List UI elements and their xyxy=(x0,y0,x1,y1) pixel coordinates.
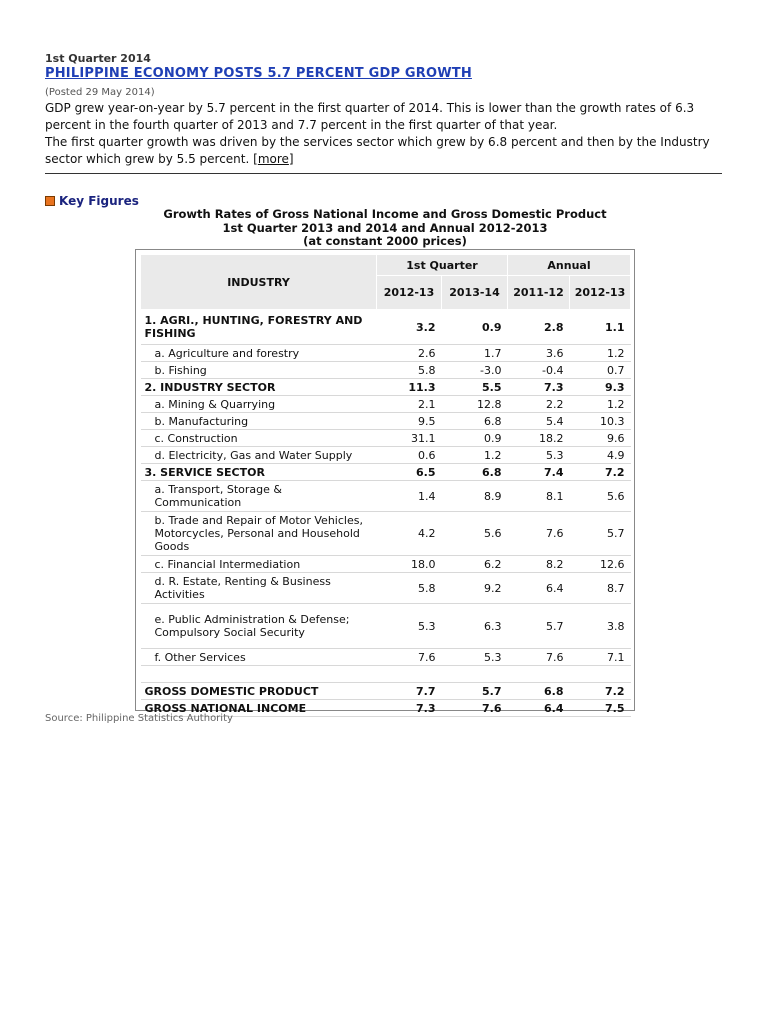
value-cell-v2: -3.0 xyxy=(442,362,508,379)
growth-rates-table xyxy=(140,254,631,717)
industry-label: GROSS DOMESTIC PRODUCT xyxy=(141,683,377,700)
table-row xyxy=(141,649,631,666)
industry-label: b. Trade and Repair of Motor Vehicles, Motorcycles, Personal and Household Goods xyxy=(141,512,377,556)
value-cell-v4: 4.9 xyxy=(570,447,631,464)
value-cell-v2: 6.3 xyxy=(442,604,508,649)
value-cell-v4: 8.7 xyxy=(570,573,631,604)
value-cell-v1: 6.5 xyxy=(377,464,442,481)
table-row xyxy=(141,379,631,396)
value-cell-v1: 5.8 xyxy=(377,573,442,604)
industry-label: GROSS NATIONAL INCOME xyxy=(141,700,377,717)
industry-label: b. Manufacturing xyxy=(141,413,377,430)
value-cell-v2: 0.9 xyxy=(442,310,508,345)
industry-label: a. Transport, Storage & Communication xyxy=(141,481,377,512)
value-cell-v4: 9.3 xyxy=(570,379,631,396)
value-cell-v4: 12.6 xyxy=(570,556,631,573)
value-cell-v4: 9.6 xyxy=(570,430,631,447)
value-cell-v4: 7.5 xyxy=(570,700,631,717)
value-cell-v2: 9.2 xyxy=(442,573,508,604)
table-row xyxy=(141,683,631,700)
value-cell-v1: 0.6 xyxy=(377,447,442,464)
table-title-line-3: (at constant 2000 prices) xyxy=(303,234,467,248)
table-row xyxy=(141,481,631,512)
value-cell-v3: 5.7 xyxy=(508,604,570,649)
value-cell-v2: 5.7 xyxy=(442,683,508,700)
value-cell-v2: 6.2 xyxy=(442,556,508,573)
value-cell-v4: 7.2 xyxy=(570,683,631,700)
more-link[interactable]: more xyxy=(257,152,289,166)
value-cell-v2: 7.6 xyxy=(442,700,508,717)
paragraph-2-text: The first quarter growth was driven by the services sector which grew by 6.8 percent and then by the Industry sector which grew by 5.5 percent. [ xyxy=(45,135,710,166)
value-cell-v4: 7.1 xyxy=(570,649,631,666)
table-row xyxy=(141,556,631,573)
table-spacer-row xyxy=(141,666,631,683)
value-cell-v4: 1.2 xyxy=(570,396,631,413)
industry-label: a. Mining & Quarrying xyxy=(141,396,377,413)
value-cell-v3: 7.3 xyxy=(508,379,570,396)
square-bullet-icon xyxy=(45,196,55,206)
paragraph-2-end: ] xyxy=(288,152,294,166)
value-cell-v2: 6.8 xyxy=(442,413,508,430)
value-cell-v3: -0.4 xyxy=(508,362,570,379)
growth-rates-table-container xyxy=(135,249,635,715)
value-cell-v3: 6.8 xyxy=(508,683,570,700)
industry-label: 2. INDUSTRY SECTOR xyxy=(141,379,377,396)
spacer-cell xyxy=(141,666,631,683)
value-cell-v1: 3.2 xyxy=(377,310,442,345)
value-cell-v1: 11.3 xyxy=(377,379,442,396)
industry-label: e. Public Administration & Defense; Compulsory Social Security xyxy=(141,604,377,649)
col-header-q-2013-14: 2013-14 xyxy=(442,276,508,310)
value-cell-v2: 8.9 xyxy=(442,481,508,512)
table-row xyxy=(141,464,631,481)
value-cell-v4: 1.1 xyxy=(570,310,631,345)
col-header-a-2011-12: 2011-12 xyxy=(508,276,570,310)
industry-label: d. R. Estate, Renting & Business Activities xyxy=(141,573,377,604)
value-cell-v4: 5.6 xyxy=(570,481,631,512)
value-cell-v1: 1.4 xyxy=(377,481,442,512)
col-header-a-2012-13: 2012-13 xyxy=(570,276,631,310)
value-cell-v4: 5.7 xyxy=(570,512,631,556)
article-paragraph-2 xyxy=(45,134,735,168)
industry-label: c. Financial Intermediation xyxy=(141,556,377,573)
value-cell-v2: 6.8 xyxy=(442,464,508,481)
value-cell-v3: 5.4 xyxy=(508,413,570,430)
value-cell-v2: 12.8 xyxy=(442,396,508,413)
industry-label: 1. AGRI., HUNTING, FORESTRY AND FISHING xyxy=(141,310,377,345)
table-row xyxy=(141,396,631,413)
industry-label: b. Fishing xyxy=(141,362,377,379)
value-cell-v1: 5.8 xyxy=(377,362,442,379)
first-quarter-header: 1st Quarter xyxy=(377,255,508,276)
value-cell-v4: 0.7 xyxy=(570,362,631,379)
value-cell-v1: 2.1 xyxy=(377,396,442,413)
table-body xyxy=(141,310,631,717)
industry-label: c. Construction xyxy=(141,430,377,447)
table-row xyxy=(141,413,631,430)
article-body xyxy=(45,100,735,168)
value-cell-v3: 18.2 xyxy=(508,430,570,447)
value-cell-v4: 1.2 xyxy=(570,345,631,362)
table-row xyxy=(141,512,631,556)
value-cell-v1: 9.5 xyxy=(377,413,442,430)
value-cell-v3: 2.8 xyxy=(508,310,570,345)
value-cell-v3: 7.6 xyxy=(508,649,570,666)
value-cell-v3: 6.4 xyxy=(508,700,570,717)
value-cell-v2: 5.6 xyxy=(442,512,508,556)
source-note: Source: Philippine Statistics Authority xyxy=(45,713,233,724)
key-figures-label: Key Figures xyxy=(59,194,139,208)
posted-date: (Posted 29 May 2014) xyxy=(45,87,155,98)
value-cell-v1: 2.6 xyxy=(377,345,442,362)
table-row xyxy=(141,345,631,362)
value-cell-v1: 7.7 xyxy=(377,683,442,700)
value-cell-v4: 10.3 xyxy=(570,413,631,430)
value-cell-v2: 0.9 xyxy=(442,430,508,447)
value-cell-v1: 7.3 xyxy=(377,700,442,717)
value-cell-v1: 18.0 xyxy=(377,556,442,573)
table-title xyxy=(135,208,635,249)
section-divider xyxy=(45,173,722,174)
value-cell-v4: 7.2 xyxy=(570,464,631,481)
value-cell-v2: 1.7 xyxy=(442,345,508,362)
article-quarter-label: 1st Quarter 2014 xyxy=(45,52,151,65)
article-paragraph-1: GDP grew year-on-year by 5.7 percent in the first quarter of 2014. This is lower than the growth rates of 6.3 percent in the fourth quarter of 2013 and 7.7 percent in the first quarter of that year. xyxy=(45,101,695,132)
value-cell-v1: 4.2 xyxy=(377,512,442,556)
table-row xyxy=(141,573,631,604)
industry-label: d. Electricity, Gas and Water Supply xyxy=(141,447,377,464)
value-cell-v3: 8.1 xyxy=(508,481,570,512)
article-headline-link[interactable]: PHILIPPINE ECONOMY POSTS 5.7 PERCENT GDP GROWTH xyxy=(45,66,472,81)
value-cell-v2: 1.2 xyxy=(442,447,508,464)
col-header-q-2012-13: 2012-13 xyxy=(377,276,442,310)
value-cell-v3: 5.3 xyxy=(508,447,570,464)
value-cell-v2: 5.5 xyxy=(442,379,508,396)
value-cell-v3: 7.4 xyxy=(508,464,570,481)
value-cell-v1: 31.1 xyxy=(377,430,442,447)
value-cell-v3: 3.6 xyxy=(508,345,570,362)
value-cell-v3: 7.6 xyxy=(508,512,570,556)
value-cell-v3: 8.2 xyxy=(508,556,570,573)
value-cell-v3: 6.4 xyxy=(508,573,570,604)
value-cell-v1: 7.6 xyxy=(377,649,442,666)
annual-header: Annual xyxy=(508,255,631,276)
table-row xyxy=(141,447,631,464)
industry-header: INDUSTRY xyxy=(141,255,377,310)
table-row xyxy=(141,362,631,379)
table-title-line-2: 1st Quarter 2013 and 2014 and Annual 2012-2013 xyxy=(222,220,548,235)
table-row xyxy=(141,430,631,447)
table-title-line-1: Growth Rates of Gross National Income and Gross Domestic Product xyxy=(163,207,607,221)
value-cell-v4: 3.8 xyxy=(570,604,631,649)
industry-label: f. Other Services xyxy=(141,649,377,666)
industry-label: a. Agriculture and forestry xyxy=(141,345,377,362)
value-cell-v2: 5.3 xyxy=(442,649,508,666)
key-figures-heading xyxy=(45,194,139,208)
industry-label: 3. SERVICE SECTOR xyxy=(141,464,377,481)
value-cell-v3: 2.2 xyxy=(508,396,570,413)
table-row xyxy=(141,604,631,649)
value-cell-v1: 5.3 xyxy=(377,604,442,649)
table-row xyxy=(141,310,631,345)
